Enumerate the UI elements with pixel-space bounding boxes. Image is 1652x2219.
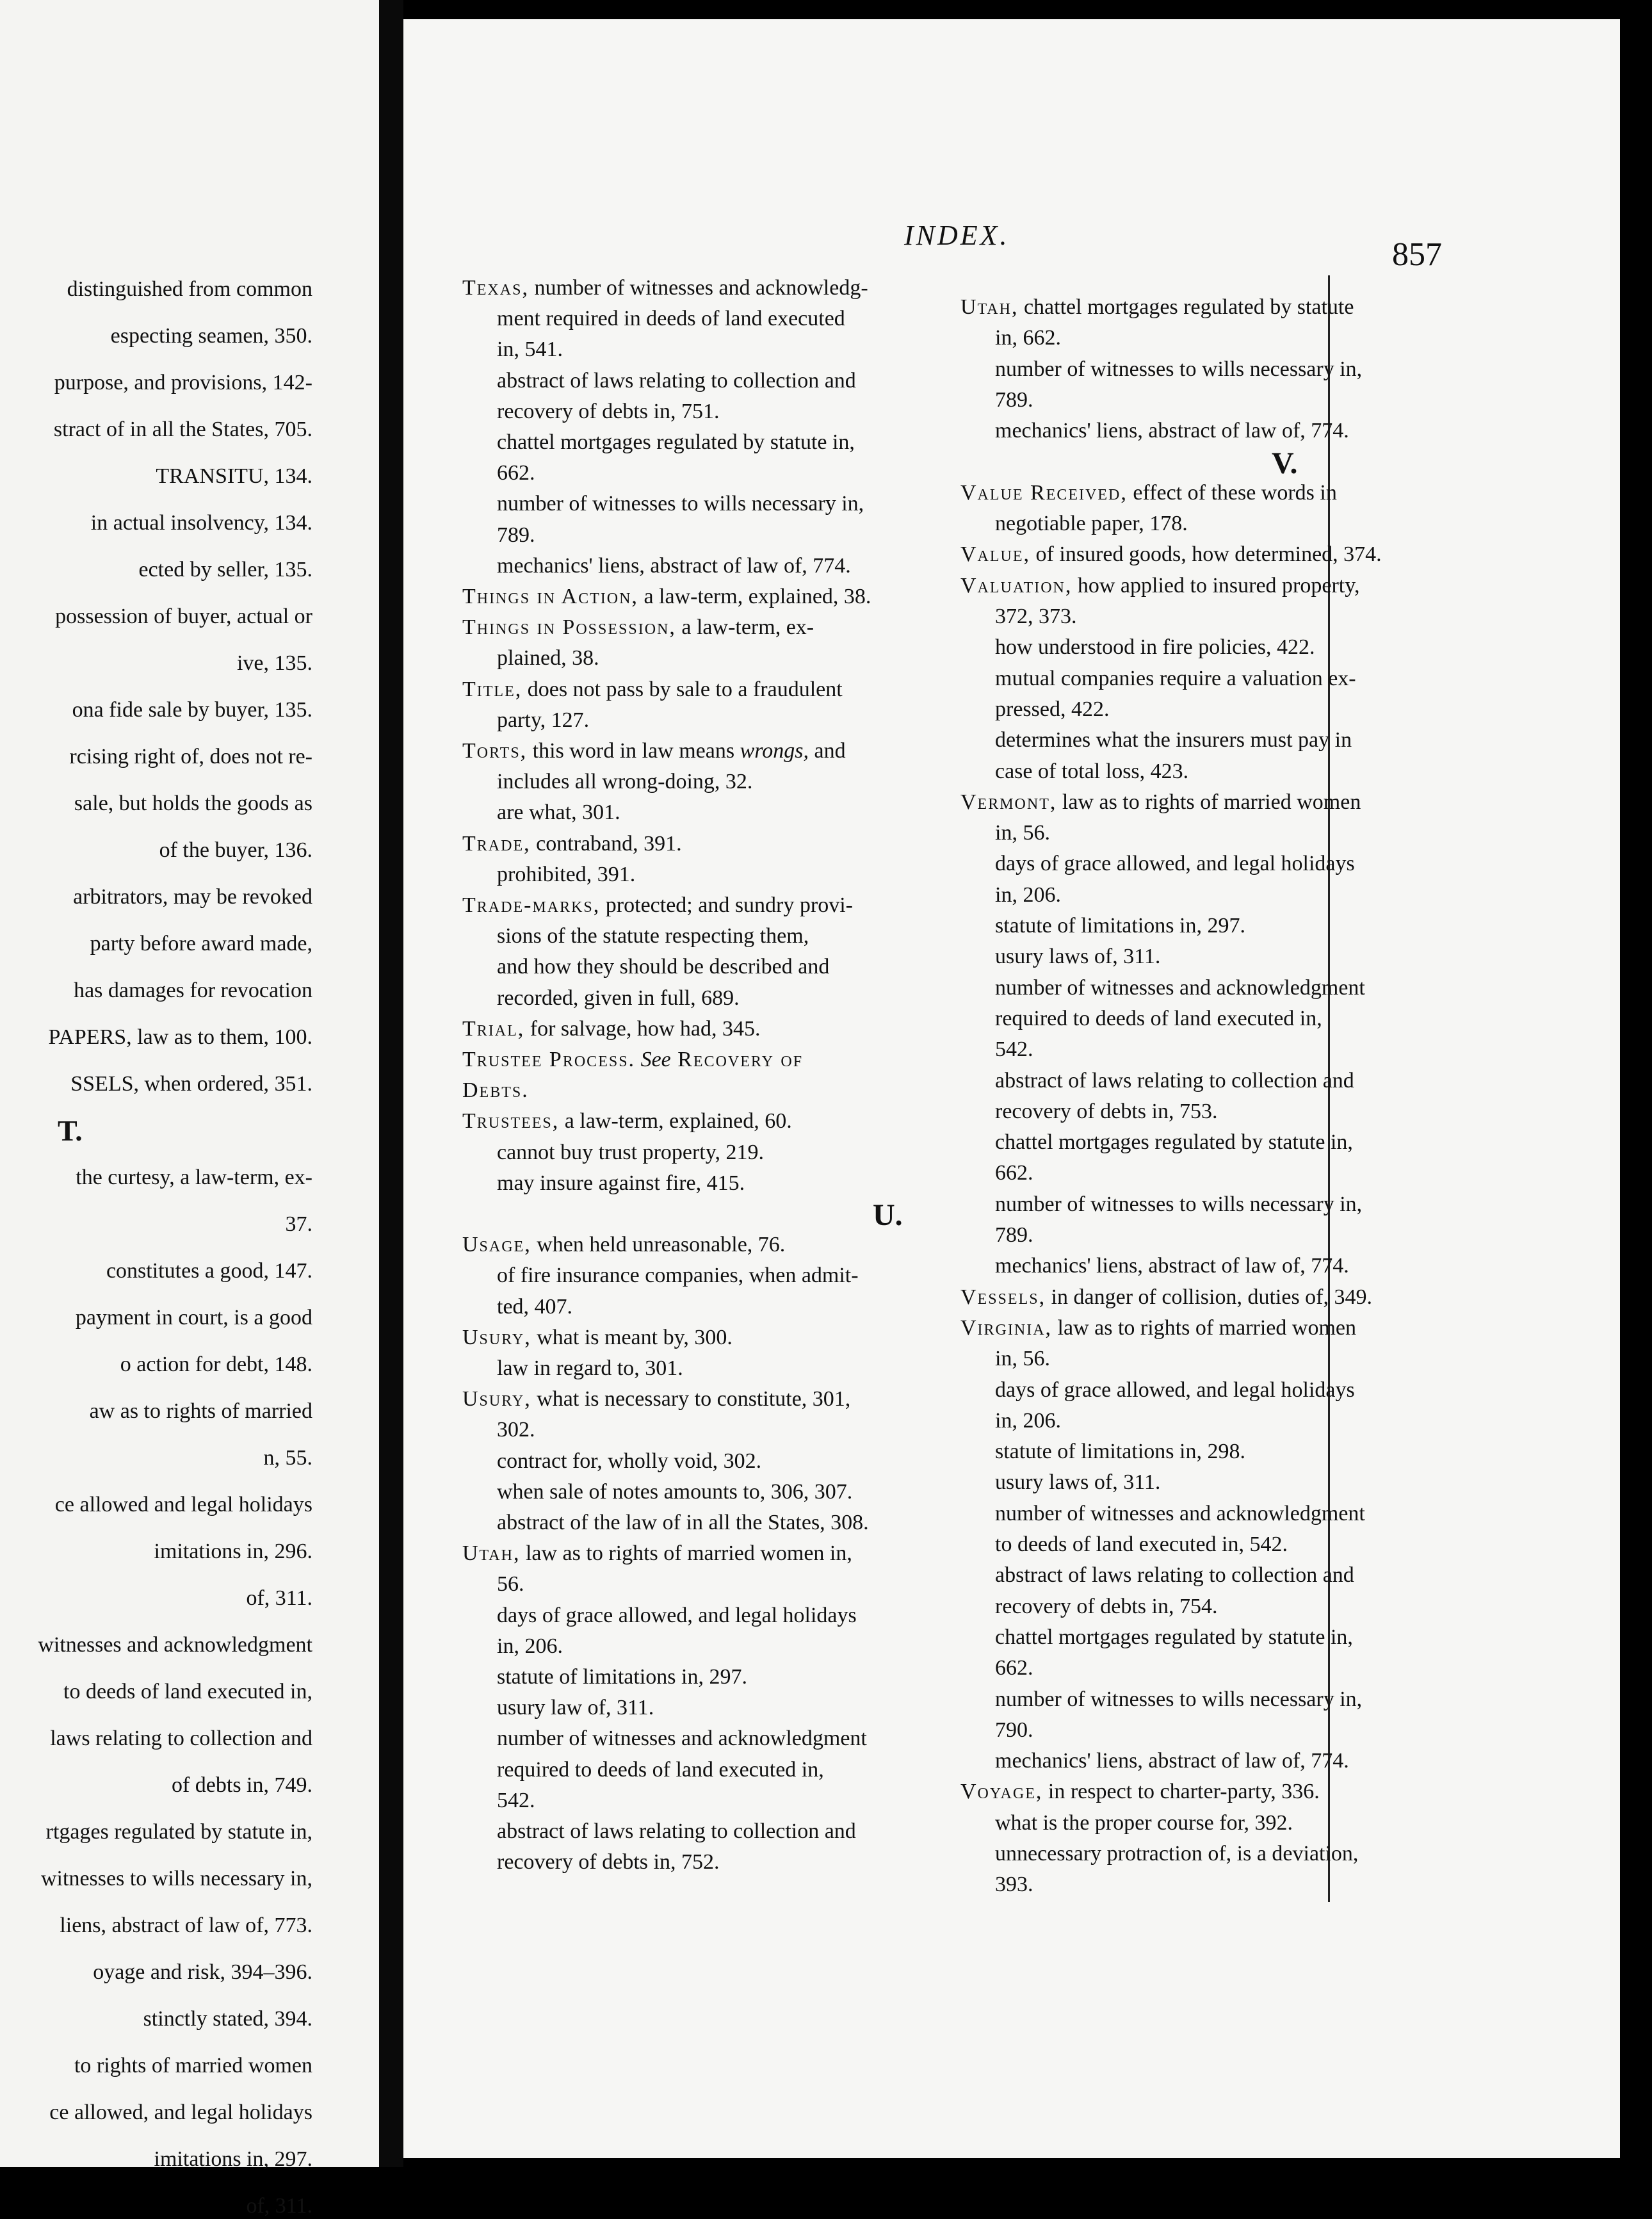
index-entry-line bbox=[995, 882, 1061, 908]
index-entry-line bbox=[497, 862, 635, 888]
entry-text: when held unreasonable, 76. bbox=[531, 1233, 786, 1257]
index-entry-line bbox=[995, 511, 1188, 537]
entry-text: case of total loss, 423. bbox=[995, 759, 1189, 783]
fragment-line: sale, but holds the goods as bbox=[74, 792, 312, 815]
index-entry-line bbox=[995, 1470, 1160, 1495]
entry-text: 789. bbox=[995, 387, 1033, 412]
index-entry-line bbox=[995, 944, 1160, 970]
index-entry-line bbox=[497, 399, 719, 425]
entry-text: number of witnesses and acknowledgment bbox=[995, 1501, 1365, 1525]
index-entry-head-line bbox=[462, 1232, 785, 1258]
index-entry-line bbox=[995, 666, 1356, 692]
index-entry-line bbox=[995, 727, 1352, 753]
index-entry-head-line bbox=[462, 584, 871, 610]
entry-text: in, 662. bbox=[995, 326, 1061, 350]
index-entry-line bbox=[497, 1664, 747, 1690]
index-entry-line bbox=[995, 1718, 1033, 1743]
index-entry-line bbox=[995, 759, 1188, 784]
entry-heading: Usage, bbox=[462, 1233, 531, 1257]
entry-heading: Usury, bbox=[462, 1325, 531, 1349]
index-entry-head-line bbox=[462, 893, 853, 918]
index-entry-head-line bbox=[462, 738, 846, 764]
fragment-line: witnesses and acknowledgment bbox=[38, 1633, 312, 1657]
index-entry-line bbox=[497, 1603, 857, 1629]
index-entry-line bbox=[995, 357, 1362, 382]
entry-text: how applied to insured property, bbox=[1072, 573, 1360, 597]
entry-text: does not pass by sale to a fraudulent bbox=[522, 677, 843, 701]
entry-text: mechanics' liens, abstract of law of, 774. bbox=[995, 1749, 1349, 1773]
entry-heading: Trustee Process. bbox=[462, 1048, 636, 1071]
index-entry-line bbox=[995, 1625, 1353, 1650]
entry-text: 662. bbox=[497, 461, 535, 485]
index-entry-line bbox=[497, 708, 589, 733]
entry-heading: Utah, bbox=[462, 1541, 521, 1566]
index-entry-line bbox=[497, 923, 809, 949]
book-gutter bbox=[379, 0, 403, 2167]
entry-heading: Value, bbox=[960, 542, 1031, 567]
entry-text: a law-term, explained, 60. bbox=[559, 1109, 792, 1134]
index-entry-line bbox=[497, 1726, 867, 1752]
fragment-line: stinctly stated, 394. bbox=[143, 2007, 312, 2031]
section-letter: U. bbox=[873, 1198, 903, 1232]
fragment-line: o action for debt, 148. bbox=[120, 1353, 312, 1376]
entry-text: chattel mortgages regulated by statute in, bbox=[995, 1625, 1353, 1649]
index-entry-head-line bbox=[960, 295, 1354, 320]
entry-heading: Vessels, bbox=[960, 1285, 1046, 1309]
entry-text: 789. bbox=[497, 523, 535, 547]
fragment-line: constitutes a good, 147. bbox=[106, 1259, 312, 1283]
index-entry-head-line bbox=[462, 677, 843, 703]
entry-text: effect of these words in bbox=[1127, 480, 1337, 505]
entry-text: a law-term, ex- bbox=[676, 615, 814, 640]
index-entry-line bbox=[497, 986, 740, 1011]
entry-text: 662. bbox=[995, 1161, 1033, 1185]
entry-heading: Things in Possession, bbox=[462, 615, 676, 640]
fragment-line: aw as to rights of married bbox=[89, 1399, 312, 1423]
entry-text: this word in law means bbox=[527, 739, 740, 763]
entry-text: and how they should be described and bbox=[497, 955, 830, 979]
entry-text: what is meant by, 300. bbox=[531, 1325, 733, 1349]
index-entry-line bbox=[995, 1346, 1050, 1372]
entry-text: recovery of debts in, 754. bbox=[995, 1594, 1218, 1618]
index-entry-line bbox=[995, 1439, 1245, 1465]
entry-text: prohibited, 391. bbox=[497, 862, 636, 886]
entry-text: ted, 407. bbox=[497, 1294, 573, 1319]
fragment-line: ona fide sale by buyer, 135. bbox=[72, 698, 312, 722]
index-entry-head-line bbox=[462, 1016, 761, 1042]
index-entry-line bbox=[995, 1378, 1355, 1403]
fragment-line: party before award made, bbox=[90, 932, 312, 955]
index-entry-line bbox=[995, 1223, 1033, 1248]
index-entry-line bbox=[995, 1687, 1362, 1712]
entry-heading: Value Received, bbox=[960, 480, 1128, 505]
section-letter: V. bbox=[1272, 446, 1298, 480]
entry-text: required to deeds of land executed in, bbox=[995, 1006, 1322, 1030]
fragment-line: n, 55. bbox=[263, 1446, 312, 1470]
index-entry-line bbox=[995, 325, 1061, 351]
entry-text: determines what the insurers must pay in bbox=[995, 728, 1352, 752]
fragment-line: imitations in, 297. bbox=[154, 2147, 312, 2171]
fragment-line: possession of buyer, actual or bbox=[55, 605, 312, 628]
entry-text: 542. bbox=[497, 1788, 535, 1812]
fragment-line: TRANSITU, 134. bbox=[156, 464, 312, 488]
index-entry-line bbox=[497, 954, 829, 980]
entry-text: in respect to charter-party, 336. bbox=[1042, 1780, 1320, 1804]
entry-text bbox=[635, 1048, 641, 1071]
index-entry-line bbox=[497, 769, 752, 795]
index-entry-line bbox=[995, 1501, 1365, 1527]
entry-text: mutual companies require a valuation ex- bbox=[995, 666, 1356, 690]
fragment-line: liens, abstract of law of, 773. bbox=[60, 1914, 312, 1937]
index-entry-line bbox=[497, 1449, 761, 1474]
index-entry-line bbox=[497, 491, 864, 517]
index-entry-line bbox=[995, 1160, 1033, 1186]
entry-text: includes all wrong-doing, 32. bbox=[497, 770, 753, 794]
index-entry-line bbox=[995, 697, 1109, 722]
entry-text: 662. bbox=[995, 1656, 1033, 1680]
entry-text: 302. bbox=[497, 1418, 535, 1442]
fragment-line: SSELS, when ordered, 351. bbox=[70, 1072, 312, 1096]
entry-text: usury law of, 311. bbox=[497, 1696, 654, 1720]
entry-text: days of grace allowed, and legal holidays bbox=[995, 852, 1355, 876]
fragment-line: witnesses to wills necessary in, bbox=[41, 1867, 312, 1890]
index-entry-line bbox=[497, 1634, 563, 1659]
index-entry-line bbox=[497, 553, 851, 579]
index-entry-line bbox=[995, 820, 1050, 846]
index-entry-line bbox=[995, 975, 1365, 1001]
entry-text: number of witnesses and acknowledgment bbox=[995, 975, 1365, 1000]
entry-text: pressed, 422. bbox=[995, 697, 1110, 721]
fragment-line: arbitrators, may be revoked bbox=[73, 885, 312, 909]
index-entry-line bbox=[497, 1695, 654, 1721]
index-entry-head-line bbox=[960, 573, 1360, 599]
index-entry-line bbox=[995, 1563, 1354, 1588]
index-entry-line bbox=[995, 1408, 1061, 1434]
entry-heading: Trade-marks, bbox=[462, 893, 601, 917]
index-entry-line bbox=[995, 418, 1349, 444]
entry-text: contract for, wholly void, 302. bbox=[497, 1449, 762, 1473]
fragment-line: laws relating to collection and bbox=[50, 1727, 312, 1750]
entry-text: number of witnesses to wills necessary in, bbox=[995, 1687, 1363, 1711]
entry-text: negotiable paper, 178. bbox=[995, 512, 1188, 536]
entry-text: abstract of laws relating to collection and bbox=[497, 368, 856, 393]
index-entry-line bbox=[995, 604, 1077, 630]
entry-text: in, 56. bbox=[995, 1347, 1050, 1371]
entry-text: required to deeds of land executed in, bbox=[497, 1757, 824, 1782]
entry-text: are what, 301. bbox=[497, 801, 620, 825]
entry-text: law as to rights of married women in, bbox=[520, 1541, 852, 1566]
index-entry-head-line bbox=[960, 480, 1337, 506]
entry-text: abstract of laws relating to collection and bbox=[995, 1563, 1354, 1588]
entry-text: statute of limitations in, 298. bbox=[995, 1440, 1245, 1464]
fragment-line: of debts in, 749. bbox=[171, 1773, 312, 1797]
entry-text: when sale of notes amounts to, 306, 307. bbox=[497, 1479, 853, 1504]
fragment-line: of, 311. bbox=[246, 1586, 312, 1610]
entry-heading: Valuation, bbox=[960, 573, 1073, 597]
entry-text: abstract of laws relating to collection and bbox=[995, 1068, 1354, 1093]
index-entry-line bbox=[995, 1037, 1033, 1062]
index-entry-line bbox=[497, 1140, 764, 1166]
index-entry-line bbox=[497, 1263, 859, 1288]
index-entry-line bbox=[497, 1171, 745, 1196]
index-entry-head-line bbox=[960, 1779, 1320, 1805]
entry-heading: Trustees, bbox=[462, 1109, 560, 1134]
section-letter: T. bbox=[58, 1114, 83, 1147]
entry-text: usury laws of, 311. bbox=[995, 945, 1161, 969]
fragment-line: imitations in, 296. bbox=[154, 1540, 312, 1563]
index-page bbox=[403, 19, 1620, 2158]
fragment-line: 37. bbox=[285, 1212, 312, 1236]
fragment-line: rcising right of, does not re- bbox=[69, 745, 312, 768]
entry-heading: Vermont, bbox=[960, 790, 1057, 814]
index-entry-head-line bbox=[462, 615, 814, 640]
entry-text: statute of limitations in, 297. bbox=[995, 914, 1245, 938]
entry-heading: Title, bbox=[462, 677, 522, 701]
index-entry-line bbox=[497, 1294, 572, 1320]
entry-text: contraband, 391. bbox=[530, 831, 682, 856]
entry-text: sions of the statute respecting them, bbox=[497, 924, 809, 948]
index-entry-line bbox=[497, 800, 620, 825]
index-entry-line bbox=[497, 1417, 535, 1443]
entry-text: in, 541. bbox=[497, 337, 563, 362]
entry-heading: Trade, bbox=[462, 831, 531, 856]
entry-text: law as to rights of married women bbox=[1057, 790, 1361, 814]
entry-text: number of witnesses and acknowledg- bbox=[528, 276, 868, 300]
entry-heading: Torts, bbox=[462, 739, 528, 763]
fragment-line: ected by seller, 135. bbox=[138, 558, 312, 581]
entry-text: days of grace allowed, and legal holidays bbox=[497, 1603, 857, 1627]
fragment-line: PAPERS, law as to them, 100. bbox=[48, 1025, 312, 1049]
entry-text: may insure against fire, 415. bbox=[497, 1171, 745, 1195]
index-entry-line bbox=[995, 1099, 1217, 1125]
index-entry-head-line bbox=[960, 1315, 1356, 1341]
entry-text: mechanics' liens, abstract of law of, 774. bbox=[497, 553, 851, 578]
index-entry-head-line bbox=[462, 275, 868, 301]
index-entry-head-line bbox=[462, 1078, 529, 1103]
index-entry-line bbox=[995, 913, 1245, 939]
index-entry-head-line bbox=[462, 1109, 792, 1134]
entry-text: 393. bbox=[995, 1873, 1033, 1897]
entry-text: what is necessary to constitute, 301, bbox=[531, 1387, 851, 1411]
index-entry-line bbox=[995, 387, 1033, 413]
entry-text: recovery of debts in, 752. bbox=[497, 1850, 720, 1874]
entry-heading: Utah, bbox=[960, 295, 1019, 319]
index-entry-head-line bbox=[462, 1541, 852, 1566]
running-head: INDEX. bbox=[904, 220, 1010, 251]
index-entry-line bbox=[995, 1655, 1033, 1681]
entry-text: 790. bbox=[995, 1718, 1033, 1742]
fragment-line: payment in court, is a good bbox=[75, 1306, 312, 1329]
index-entry-line bbox=[497, 1788, 535, 1814]
index-entry-head-line bbox=[462, 831, 682, 857]
fragment-line: in actual insolvency, 134. bbox=[90, 511, 312, 535]
index-entry-line bbox=[497, 1510, 869, 1536]
entry-text: and bbox=[808, 739, 846, 763]
index-entry-line bbox=[995, 1594, 1217, 1620]
index-entry-line bbox=[497, 460, 535, 486]
entry-text: in, 56. bbox=[995, 821, 1050, 845]
entry-text: party, 127. bbox=[497, 708, 590, 732]
entry-text: recovery of debts in, 751. bbox=[497, 399, 720, 423]
entry-text: number of witnesses to wills necessary in, bbox=[995, 357, 1363, 381]
index-entry-line bbox=[995, 1748, 1349, 1774]
entry-text: of insured goods, how determined, 374. bbox=[1030, 542, 1382, 567]
entry-text: days of grace allowed, and legal holidays bbox=[995, 1378, 1355, 1402]
fragment-line: ce allowed and legal holidays bbox=[54, 1493, 312, 1516]
facing-page-fragment bbox=[0, 0, 379, 2218]
entry-text: mechanics' liens, abstract of law of, 774. bbox=[995, 1254, 1349, 1278]
entry-heading: Trial, bbox=[462, 1016, 525, 1041]
fragment-line: rtgages regulated by statute in, bbox=[45, 1820, 312, 1844]
entry-text: for salvage, how had, 345. bbox=[524, 1016, 761, 1041]
entry-text: 789. bbox=[995, 1223, 1033, 1247]
index-entry-line bbox=[995, 1192, 1362, 1217]
index-entry-line bbox=[497, 1757, 824, 1783]
entry-text: ment required in deeds of land executed bbox=[497, 307, 845, 331]
entry-text: recovery of debts in, 753. bbox=[995, 1099, 1218, 1123]
entry-text: how understood in fire policies, 422. bbox=[995, 635, 1315, 660]
index-entry-line bbox=[497, 523, 535, 548]
entry-text: in, 206. bbox=[995, 1408, 1061, 1433]
entry-text: 56. bbox=[497, 1572, 524, 1597]
entry-text: chattel mortgages regulated by statute in, bbox=[497, 430, 855, 454]
entry-text: unnecessary protraction of, is a deviation, bbox=[995, 1842, 1359, 1865]
index-entry-line bbox=[497, 1356, 683, 1381]
entry-text: chattel mortgages regulated by statute bbox=[1018, 295, 1354, 319]
index-entry-line bbox=[497, 1572, 524, 1597]
index-entry-line bbox=[995, 1841, 1358, 1867]
fragment-line: of the buyer, 136. bbox=[159, 838, 312, 862]
fragment-line: ive, 135. bbox=[236, 651, 312, 675]
page-number: 857 bbox=[1392, 236, 1442, 273]
entry-text: chattel mortgages regulated by statute in, bbox=[995, 1130, 1353, 1155]
entry-text: of fire insurance companies, when admit- bbox=[497, 1264, 859, 1288]
index-entry-line bbox=[995, 851, 1355, 877]
entry-text: number of witnesses and acknowledgment bbox=[497, 1727, 867, 1751]
entry-text: law in regard to, 301. bbox=[497, 1356, 683, 1380]
fragment-line: distinguished from common bbox=[67, 277, 312, 301]
entry-text: statute of limitations in, 297. bbox=[497, 1665, 747, 1689]
entry-heading: Debts. bbox=[462, 1078, 529, 1103]
fragment-line: of, 311. bbox=[246, 2194, 312, 2218]
entry-text: cannot buy trust property, 219. bbox=[497, 1140, 765, 1164]
entry-heading: Things in Action, bbox=[462, 585, 638, 608]
fragment-line: purpose, and provisions, 142- bbox=[54, 371, 312, 394]
fragment-line: the curtesy, a law-term, ex- bbox=[76, 1166, 312, 1189]
fragment-line: ce allowed, and legal holidays bbox=[49, 2101, 312, 2124]
entry-text: plained, 38. bbox=[497, 646, 599, 671]
index-entry-head-line bbox=[462, 1325, 733, 1351]
entry-text: a law-term, explained, 38. bbox=[638, 585, 871, 608]
entry-text: abstract of the law of in all the States, 308. bbox=[497, 1511, 869, 1534]
entry-text: protected; and sundry provi- bbox=[600, 893, 853, 917]
index-entry-line bbox=[497, 306, 845, 332]
fragment-line: stract of in all the States, 705. bbox=[53, 418, 312, 441]
index-entry-head-line bbox=[960, 1285, 1372, 1310]
entry-text: in, 206. bbox=[497, 1634, 563, 1658]
fragment-line: has damages for revocation bbox=[74, 979, 312, 1002]
index-entry-line bbox=[497, 430, 855, 455]
index-entry-line bbox=[497, 1479, 852, 1505]
fragment-line: to rights of married women bbox=[74, 2054, 312, 2077]
index-entry-line bbox=[497, 1819, 856, 1844]
italic-term: wrongs, bbox=[740, 739, 809, 763]
entry-text: number of witnesses to wills necessary in, bbox=[497, 492, 864, 516]
entry-text: in danger of collision, duties of, 349. bbox=[1046, 1285, 1372, 1309]
entry-heading: Voyage, bbox=[960, 1780, 1043, 1804]
fragment-line: oyage and risk, 394–396. bbox=[93, 1960, 312, 1984]
index-entry-line bbox=[995, 635, 1315, 660]
entry-text: to deeds of land executed in, 542. bbox=[995, 1532, 1288, 1556]
entry-text: what is the proper course for, 392. bbox=[995, 1810, 1293, 1835]
index-entry-head-line bbox=[462, 1386, 850, 1412]
index-entry-line bbox=[995, 1532, 1288, 1557]
index-entry-line bbox=[995, 1006, 1322, 1032]
entry-text: in, 206. bbox=[995, 882, 1061, 907]
entry-text: recorded, given in full, 689. bbox=[497, 986, 740, 1010]
entry-text: 542. bbox=[995, 1037, 1033, 1062]
entry-heading: Texas, bbox=[462, 276, 529, 300]
entry-heading: Virginia, bbox=[960, 1315, 1053, 1340]
index-entry-head-line bbox=[960, 542, 1382, 567]
entry-text: number of witnesses to wills necessary in, bbox=[995, 1192, 1363, 1216]
index-entry-line bbox=[995, 1068, 1354, 1094]
fragment-line: to deeds of land executed in, bbox=[63, 1680, 312, 1703]
entry-text: usury laws of, 311. bbox=[995, 1470, 1161, 1495]
entry-heading: Usury, bbox=[462, 1387, 531, 1411]
index-entry-line bbox=[497, 1849, 719, 1875]
entry-text: 372, 373. bbox=[995, 605, 1077, 628]
fragment-line: especting seamen, 350. bbox=[110, 324, 312, 348]
index-entry-line bbox=[497, 368, 856, 394]
index-entry-line bbox=[995, 1130, 1353, 1155]
entry-text: law as to rights of married women bbox=[1052, 1315, 1356, 1340]
entry-heading: Recovery of bbox=[670, 1048, 804, 1071]
index-entry-line bbox=[995, 1872, 1033, 1898]
index-entry-line bbox=[995, 1253, 1349, 1279]
index-entry-line bbox=[995, 1810, 1293, 1836]
index-entry-line bbox=[497, 646, 599, 671]
index-entry-head-line bbox=[462, 1047, 803, 1073]
index-entry-head-line bbox=[960, 790, 1361, 815]
entry-text: mechanics' liens, abstract of law of, 774. bbox=[995, 419, 1349, 443]
italic-term: See bbox=[640, 1048, 671, 1071]
entry-text: abstract of laws relating to collection and bbox=[497, 1819, 856, 1843]
index-entry-line bbox=[497, 337, 563, 362]
